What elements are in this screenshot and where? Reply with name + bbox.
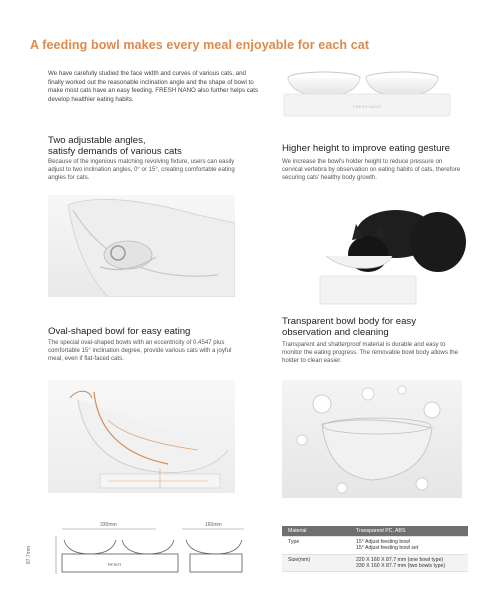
- spec-value-type-line1: 15° Adjust feeding bowl: [356, 539, 410, 546]
- spec-header-key: Material: [288, 528, 307, 534]
- angles-title: [48, 135, 268, 157]
- angles-title-line1: Two adjustable angles,: [48, 135, 146, 146]
- spec-value-type-line2: 15° Adjust feeding bowl set: [356, 545, 419, 552]
- hero-product-image: [278, 62, 460, 122]
- hero-product-logo: FRESH NANO: [353, 105, 382, 109]
- spec-header-value: Transparent PC, ABS: [356, 528, 406, 534]
- width-dimension-label: 330mm: [100, 522, 117, 528]
- height-title: Higher height to improve eating gesture: [282, 143, 450, 154]
- oval-bowl-diagram: [48, 380, 235, 493]
- angles-title-line2: satisfy demands of various cats: [48, 146, 182, 157]
- transparent-title: [282, 316, 482, 338]
- spec-row-size: [282, 555, 468, 572]
- spec-value-type: [352, 537, 468, 553]
- transparent-title-line2: observation and cleaning: [282, 327, 389, 338]
- spec-value-size-line1: 220 X 160 X 87.7 mm (one bowl type): [356, 556, 444, 563]
- intro-paragraph: We have carefully studied the face width and curves of various cats, and finally worked out the reasonable inclination angle and the shape of bowl to make most cats have an easy feeding. FRESH NANO also further helps cats develop healthier eating habits.: [48, 70, 259, 103]
- spec-value-size: [352, 555, 468, 571]
- water-splash-photo: [282, 380, 462, 498]
- spec-value-size-line2: 330 X 160 X 87.7 mm (two bowls type): [356, 562, 446, 569]
- angles-bowl-photo: [48, 195, 235, 297]
- page-headline: A feeding bowl makes every meal enjoyable for each cat: [30, 38, 370, 52]
- angles-body: Because of the ingenious matching revolving fixture, users can easily adjust to two inclination angles, 0° or 15°, creating comfortable eating angles for cats.: [48, 158, 235, 181]
- depth-dimension-label: 160mm: [205, 522, 222, 528]
- dimension-diagram: [26, 520, 255, 580]
- height-dimension-label: 87.7mm: [26, 545, 33, 565]
- spec-row-type: [282, 537, 468, 554]
- transparent-title-line1: Transparent bowl body for easy: [282, 316, 417, 327]
- cat-eating-photo: [318, 198, 468, 308]
- spec-key-type: Type: [288, 539, 300, 546]
- height-body: We increase the bowl's holder height to reduce pressure on cervical vertebra by observation on eating habits of cats, therefore securing cats' healthy body growth.: [282, 158, 461, 181]
- spec-table: [282, 526, 468, 572]
- oval-body: The special oval-shaped bowls with an eccentricity of 0.4547 plus comfortable 15° inclination degree, provide various cats with a joyful meal, even if flat-faced cats.: [48, 339, 232, 362]
- spec-header-row: [282, 526, 468, 537]
- transparent-body: Transparent and shatterproof material is durable and easy to monitor the eating progress. The removable bowl body allows the holder to clean easier.: [282, 341, 459, 364]
- spec-key-size: Size(mm): [288, 556, 311, 563]
- base-logo-label: PETKIT: [108, 563, 122, 567]
- oval-title: Oval-shaped bowl for easy eating: [48, 326, 191, 337]
